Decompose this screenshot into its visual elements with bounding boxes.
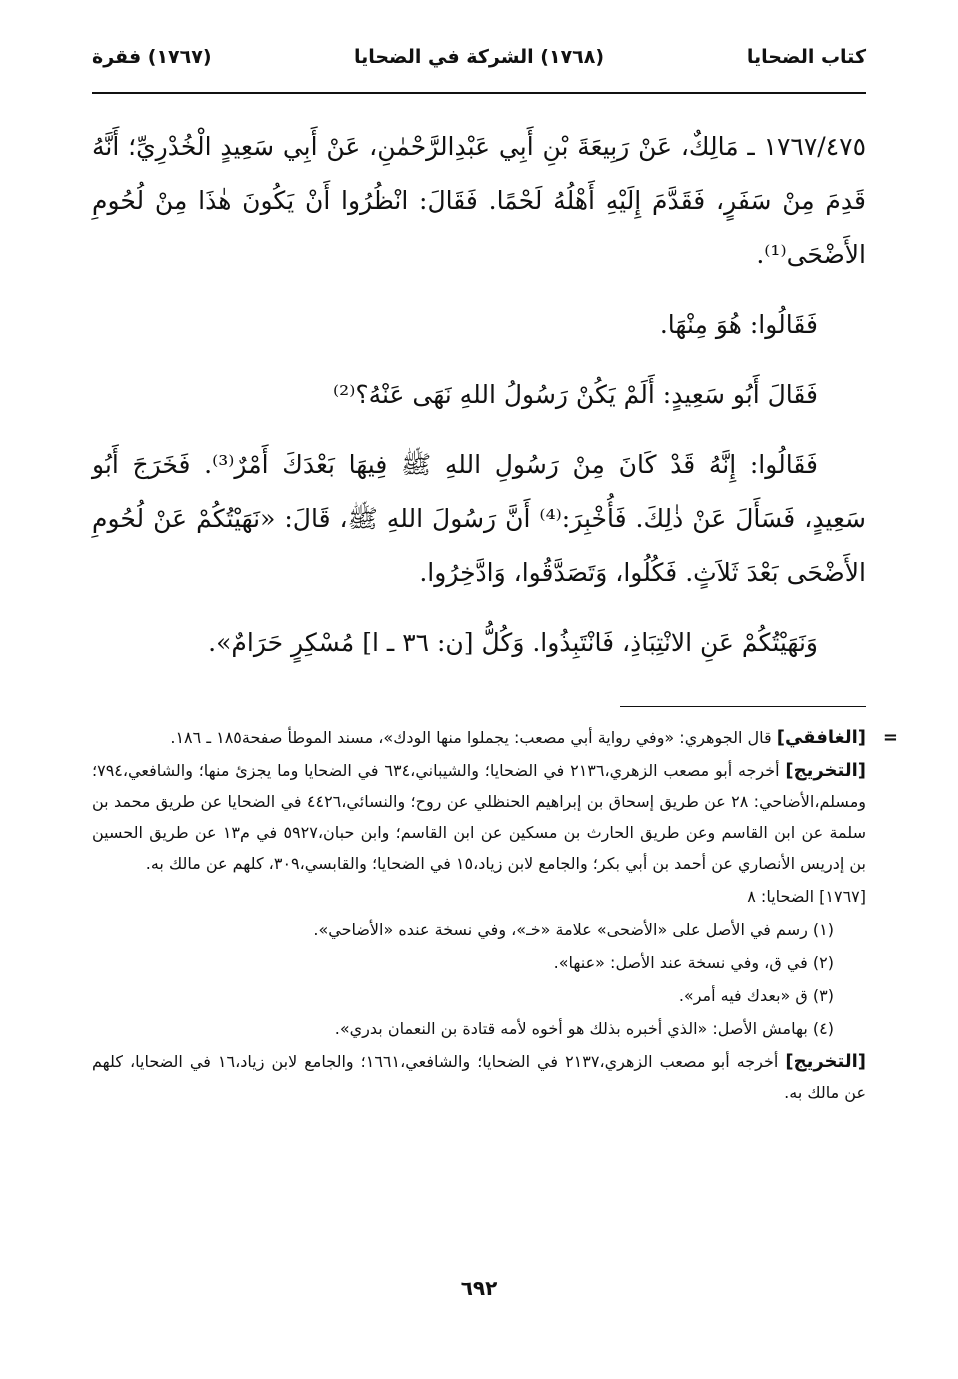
footnotes-section xyxy=(92,722,898,1110)
footnote-reference-line: [١٧٦٧] الضحايا: ٨ xyxy=(747,887,866,906)
header-book-title: كتاب الضحايا xyxy=(746,46,866,68)
running-header xyxy=(92,40,866,84)
footnote-note-1: (١) رسم في الأصل على «الأضحى» علامة «خـ»، وفي نسخة عنده «الأضاحي». xyxy=(313,920,834,939)
header-paragraph-number: (١٧٦٧) فقرة xyxy=(92,46,212,68)
footnote-divider xyxy=(620,706,866,707)
footnote-note-3: (٣) ق «بعدك فيه أمر». xyxy=(678,986,834,1005)
takhrij-text-1: أخرجه أبو مصعب الزهري،٢١٣٦ في الضحايا؛ والشيباني،٦٣٤ في الضحايا وما يجزئ منها؛ والشافعي،٧٩٤؛ ومسلم،الأضاحي: ٢٨ عن طريق إسحاق بن إبراهيم الحنظلي عن روح؛ والنسائي،٤٤٢٦ في الضحايا عن طريق محمد بن سلمة عن ابن القاسم وعن طريق الحارث بن مسكين عن ابن القاسم؛ وابن حبان،٥٩٢٧ في م١٣ عن طريق الحسين بن إدريس الأنصاري عن أحمد بن أبي بكر؛ والجامع لابن زياد،١٥ في الضحايا؛ والقابسي،٣٠٩، كلهم عن مالك به. xyxy=(92,761,867,873)
hadith-paragraph-5: وَنَهَيْتُكُمْ عَنِ الانْتِبَاذِ، فَانْتَبِذُوا. وَكُلُّ [ن: ٣٦ ـ ا] مُسْكِرٍ حَرَامٌ». xyxy=(208,628,818,657)
footnote-note-4: (٤) بهامش الأصل: «الذي أخبره بذلك هو أخوه لأمه قتادة بن النعمان بدري». xyxy=(334,1019,834,1038)
hadith-paragraph-1: ١٧٦٧/٤٧٥ ـ مَالِكٌ، عَنْ رَبِيعَةَ بْنِ أَبِي عَبْدِالرَّحْمٰنِ، عَنْ أَبِي سَعِيدٍ الْخُدْرِيِّ؛ أَنَّهُ قَدِمَ مِنْ سَفَرٍ، فَقَدَّمَ إِلَيْهِ أَهْلُهُ لَحْمًا. فَقَالَ: انْظُرُوا أَنْ يَكُونَ هٰذَا مِنْ لُحُومِ الأَضْحَى⁽¹⁾. xyxy=(92,132,866,269)
footnote-ghafiqi xyxy=(92,722,898,753)
takhrij-tag-1: [التخريج] xyxy=(785,760,867,781)
footnote-takhrij-2 xyxy=(92,1046,866,1108)
continuation-mark: = xyxy=(882,727,898,748)
takhrij-tag-2: [التخريج] xyxy=(785,1051,867,1072)
ghafiqi-text: قال الجوهري: «وفي رواية أبي مصعب: يجملوا منها الودك»، مسند الموطأ صفحة١٨٥ ـ ١٨٦. xyxy=(170,728,772,747)
hadith-paragraph-2: فَقَالُوا: هُوَ مِنْهَا. xyxy=(659,310,818,339)
header-divider xyxy=(92,92,866,94)
takhrij-text-2: أخرجه أبو مصعب الزهري،٢١٣٧ في الضحايا؛ والشافعي،١٦٦١؛ والجامع لابن زياد،١٦ في الضحايا، كلهم عن مالك به. xyxy=(92,1052,866,1102)
header-chapter-title: (١٧٦٨) الشركة في الضحايا xyxy=(353,46,605,68)
hadith-paragraph-3: فَقَالَ أَبُو سَعِيدٍ: أَلَمْ يَكُنْ رَسُولُ اللهِ نَهَى عَنْهُ؟⁽²⁾ xyxy=(333,380,818,409)
hadith-text xyxy=(92,120,866,686)
ghafiqi-tag: [الغافقي] xyxy=(776,727,866,748)
hadith-paragraph-4: فَقَالُوا: إِنَّهُ قَدْ كَانَ مِنْ رَسُولِ اللهِ ﷺ فِيهَا بَعْدَكَ أَمْرٌ⁽³⁾. فَخَرَجَ أَبُو سَعِيدٍ، فَسَأَلَ عَنْ ذٰلِكَ. فَأُخْبِرَ:⁽⁴⁾ أَنَّ رَسُولَ اللهِ ﷺ، قَالَ: «نَهَيْتُكُمْ عَنْ لُحُومِ الأَضْحَى بَعْدَ ثَلاَثٍ. فَكُلُوا، وَتَصَدَّقُوا، وَادَّخِرُوا. xyxy=(92,450,866,587)
page-number: ٦٩٢ xyxy=(460,1276,498,1300)
footnote-takhrij-1 xyxy=(92,755,866,879)
footnote-note-2: (٢) في ق، وفي نسخة عند الأصل: «عنها». xyxy=(553,953,834,972)
